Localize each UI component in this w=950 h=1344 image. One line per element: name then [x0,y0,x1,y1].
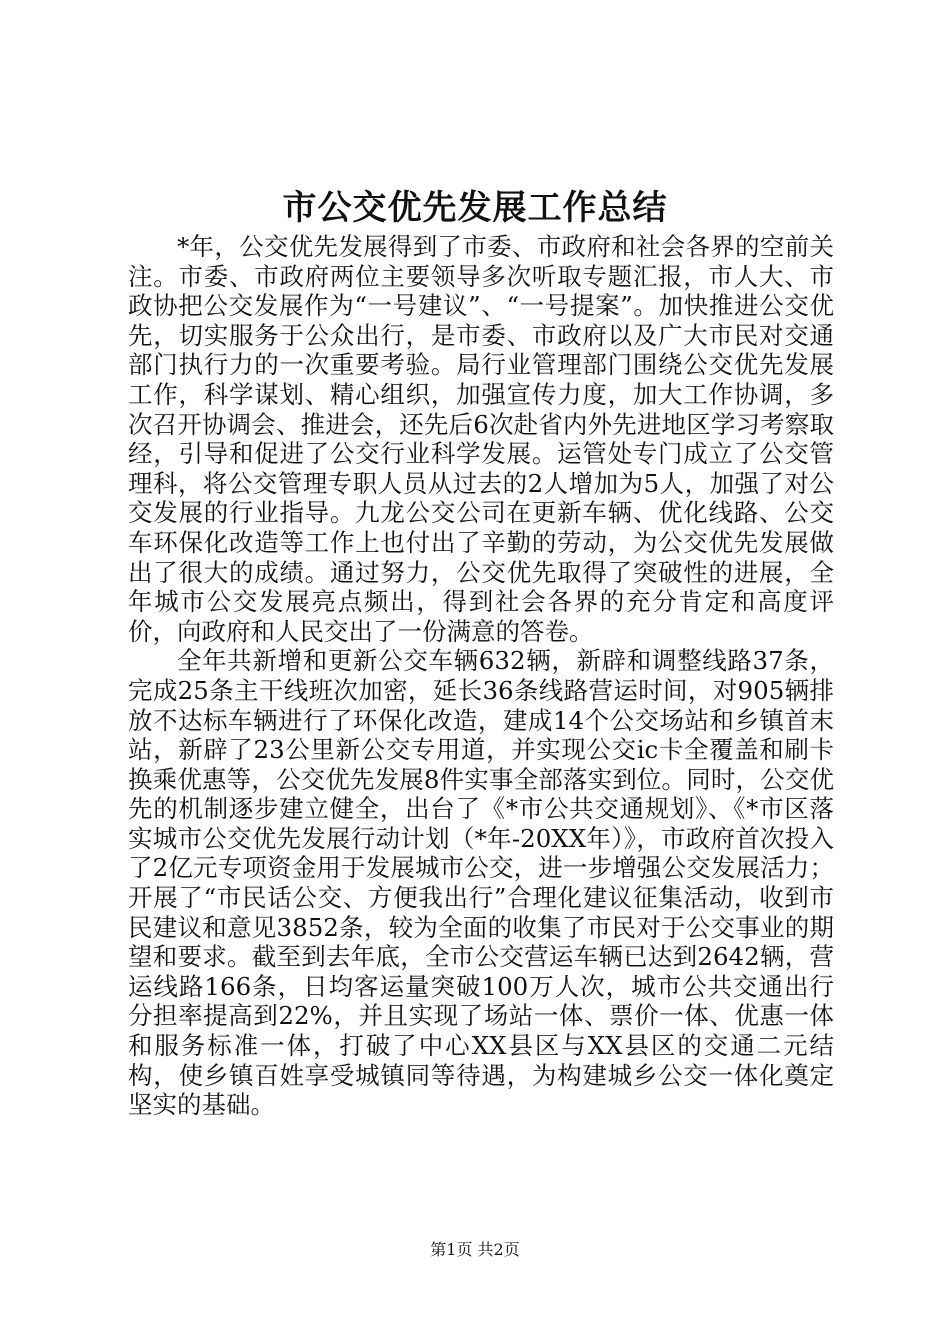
paragraph-1: *年，公交优先发展得到了市委、市政府和社会各界的空前关注。市委、市政府两位主要领导多次听取专题汇报，市人大、市政协把公交发展作为“一号建议”、“一号提案”。加快推进公交优先，切实服务于公众出行，是市委、市政府以及广大市民对交通部门执行力的一次重要考验。局行业管理部门围绕公交优先发展工作，科学谋划、精心组织，加强宣传力度，加大工作协调，多次召开协调会、推进会，还先后6次赴省内外先进地区学习考察取经，引导和促进了公交行业科学发展。运管处专门成立了公交管理科，将公交管理专职人员从过去的2人增加为5人，加强了对公交发展的行业指导。九龙公交公司在更新车辆、优化线路、公交车环保化改造等工作上也付出了辛勤的劳动，为公交优先发展做出了很大的成绩。通过努力，公交优先取得了突破性的进展，全年城市公交发展亮点频出，得到社会各界的充分肯定和高度评价，向政府和人民交出了一份满意的答卷。 [128,232,834,646]
document-body [128,232,834,1120]
paragraph-2: 全年共新增和更新公交车辆632辆，新辟和调整线路37条，完成25条主干线班次加密，延长36条线路营运时间，对905辆排放不达标车辆进行了环保化改造，建成14个公交场站和乡镇首末站，新辟了23公里新公交专用道，并实现公交ic卡全覆盖和刷卡换乘优惠等，公交优先发展8件实事全部落实到位。同时，公交优先的机制逐步建立健全，出台了《*市公共交通规划》、《*市区落实城市公交优先发展行动计划（*年-20XX年）》，市政府首次投入了2亿元专项资金用于发展城市公交，进一步增强公交发展活力；开展了“市民话公交、方便我出行”合理化建议征集活动，收到市民建议和意见3852条，较为全面的收集了市民对于公交事业的期望和要求。截至到去年底，全市公交营运车辆已达到2642辆，营运线路166条，日均客运量突破100万人次，城市公共交通出行分担率提高到22%，并且实现了场站一体、票价一体、优惠一体和服务标准一体，打破了中心XX县区与XX县区的交通二元结构，使乡镇百姓享受城镇同等待遇，为构建城乡公交一体化奠定坚实的基础。 [128,646,834,1120]
page-footer: 第1页 共2页 [430,1240,520,1259]
document-title: 市公交优先发展工作总结 [282,188,668,228]
